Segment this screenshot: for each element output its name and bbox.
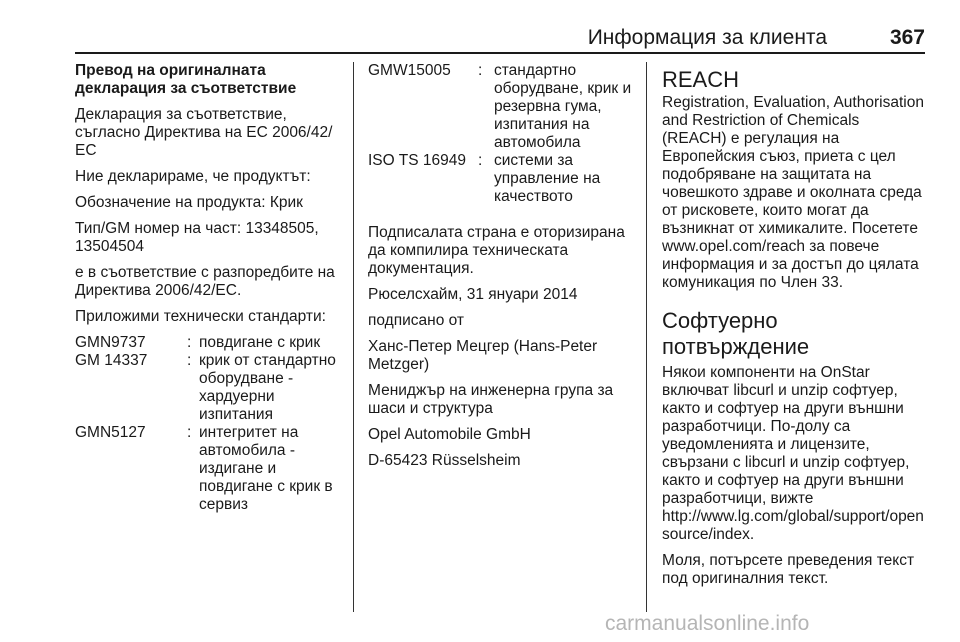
header-title: Информация за клиента [587, 26, 827, 49]
standard-code: GMN5127 [75, 424, 146, 441]
paragraph: подписано от [368, 312, 465, 329]
header-rule [75, 52, 925, 54]
column-2 [368, 62, 638, 478]
paragraph: Обозначение на продукта: Крик [75, 194, 303, 211]
standard-description: повдигане с крик [199, 334, 321, 351]
paragraph: Ханс-Петер Мецгер (Hans-Peter Metzger) [368, 338, 598, 373]
standard-code: GMN9737 [75, 334, 146, 351]
standard-separator: : [187, 352, 192, 369]
paragraph: Тип/GM номер на част: 13348505, 13504504 [75, 220, 319, 255]
page-number: 367 [889, 26, 925, 49]
standard-row [75, 334, 345, 352]
standard-separator: : [478, 62, 483, 79]
standard-description: системи за управление на качеството [494, 152, 601, 205]
standard-separator: : [187, 424, 192, 441]
standard-row [75, 352, 345, 424]
standard-description: интегритет на автомобила - издигане и повдигане с крик в сервиз [199, 424, 333, 513]
standard-row [75, 424, 345, 514]
standards-list [75, 334, 345, 514]
paragraph: Registration, Evaluation, Authorisation and Restriction of Chemicals (REACH) е регулация на Европейския съюз, приета с цел подобряване на защитата на човешкото здраве и околната среда от рисковете, които могат да възникнат от химикалите. Посетете www.opel.com/reach за повече информация и за достъп до цялата комуникация по Член 33. [662, 94, 924, 291]
standard-separator: : [478, 152, 483, 169]
paragraph: Някои компоненти на OnStar включват libcurl и unzip софтуер, както и софтуер на други външни разработчици. По-долу са уведомленията и лицензите, свързани с libcurl и unzip софтуер, както и софтуер на други външни разработчици, вижте http://www.lg.com/global/support/opensource/index. [662, 364, 924, 543]
paragraph: Ние декларираме, че продуктът: [75, 168, 311, 185]
column-divider [353, 62, 354, 612]
watermark: carmanualsonline.info [605, 612, 810, 635]
paragraph: е в съответствие с разпоредбите на Директива 2006/42/ЕС. [75, 264, 335, 299]
software-heading: Софтуерно потвърждение [662, 308, 810, 359]
standard-row [368, 152, 638, 206]
paragraph: Подписалата страна е оторизирана да компилира техническата документация. [368, 224, 625, 277]
column-3 [662, 62, 928, 596]
column-1 [75, 62, 345, 522]
standard-description: крик от стандартно оборудване - хардуерни изпитания [199, 352, 336, 423]
paragraph: Мениджър на инженерна група за шаси и структура [368, 382, 614, 417]
standard-separator: : [187, 334, 192, 351]
page-header [75, 24, 925, 54]
standard-code: ISO TS 16949 [368, 152, 466, 169]
section-heading: Превод на оригиналната декларация за съответствие [75, 62, 297, 97]
standards-list [368, 62, 638, 206]
paragraph: Opel Automobile GmbH [368, 426, 531, 443]
paragraph: Моля, потърсете преведения текст под оригиналния текст. [662, 552, 915, 587]
standard-code: GMW15005 [368, 62, 451, 79]
standard-row [368, 62, 638, 152]
paragraph: D-65423 Rüsselsheim [368, 452, 521, 469]
column-divider [646, 62, 647, 612]
standard-code: GM 14337 [75, 352, 148, 369]
paragraph: Приложими технически стандарти: [75, 308, 326, 325]
reach-heading: REACH [662, 67, 740, 92]
paragraph: Декларация за съответствие, съгласно Директива на ЕС 2006/42/ЕС [75, 106, 333, 159]
standard-description: стандартно оборудване, крик и резервна гума, изпитания на автомобила [494, 62, 632, 151]
paragraph: Рюселсхайм, 31 януари 2014 [368, 286, 578, 303]
